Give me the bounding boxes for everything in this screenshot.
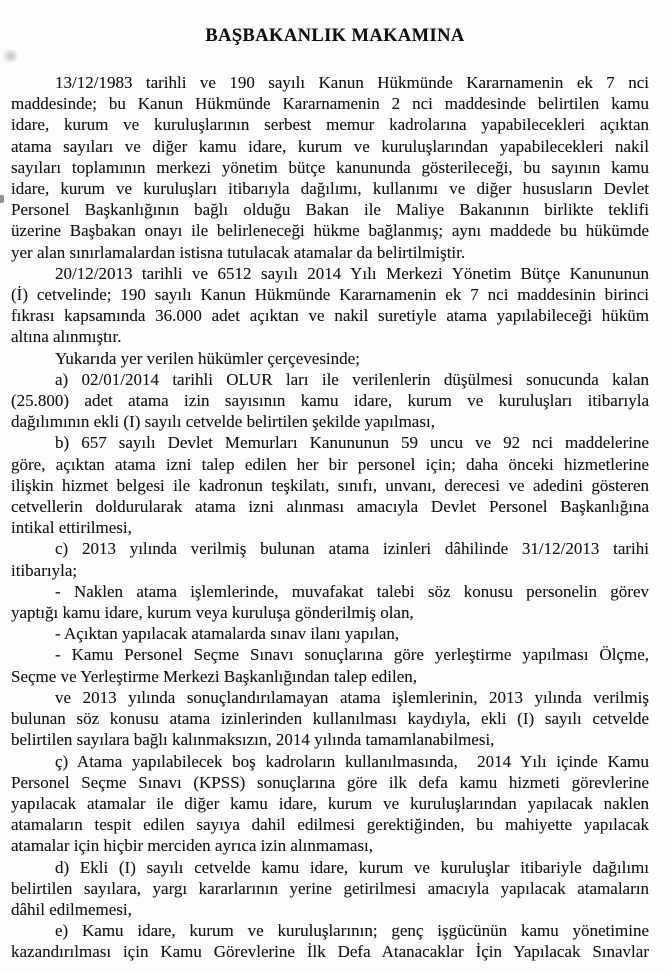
text-line: (İ) cetvelinde; 190 sayılı Kanun Hükmünde Kararnamenin ek 7 nci maddesinin birinci bbox=[11, 285, 649, 305]
scan-smudge-artifact bbox=[3, 49, 18, 63]
text-line: Personel Seçme Sınavı (KPSS) sonuçlarına göre ilk defa kamu hizmeti görevlerine bbox=[11, 772, 649, 792]
text-line: Personel Başkanlığının bağlı olduğu Bakan ile Maliye Bakanının birlikte teklifi bbox=[11, 200, 649, 220]
text-line: belirtilen sayılara, yargı kararlarının yerine getirilmesi amacıyla yapılacak atamaların bbox=[11, 878, 649, 898]
text-line: atamaların tespit edilen sayıya dahil edilmesi gerektiğinden, bu mahiyette yapılacak bbox=[11, 815, 649, 835]
paragraph bbox=[11, 751, 649, 857]
paragraph bbox=[11, 538, 649, 580]
paragraph bbox=[11, 348, 649, 369]
paragraph bbox=[11, 644, 649, 686]
text-line: idare, kurum ve kuruluşları itibarıyla dağılımı, kullanımı ve diğer hususların Devlet bbox=[11, 179, 649, 199]
text-line: bulunan söz konusu atama izinlerinden kullanılması kaydıyla, ekli (I) sayılı cetvelde bbox=[11, 709, 649, 729]
text-line: e) Kamu idare, kurum ve kuruluşlarının; genç işgücünün kamu yönetimine bbox=[55, 921, 649, 941]
text-line: ilişkin hizmet belgesi ile kadronun teşkilatı, sınıfı, unvanı, derecesi ve adedini gösteren bbox=[11, 475, 649, 495]
text-line: 13/12/1983 tarihli ve 190 sayılı Kanun Hükmünde Kararnamenin ek 7 nci bbox=[55, 73, 649, 92]
text-line: b) 657 sayılı Devlet Memurları Kanununun 59 uncu ve 92 nci maddelerine bbox=[55, 433, 649, 453]
text-line: fıkrası kapsamında 36.000 adet açıktan ve nakil suretiyle atama yapılabileceği hüküm bbox=[11, 306, 649, 326]
text-line: dağılımının ekli (I) sayılı cetvelde belirtilen şekilde yapılması, bbox=[11, 412, 435, 432]
text-line: dâhil edilmemesi, bbox=[11, 899, 132, 919]
text-line: intikal ettirilmesi, bbox=[11, 518, 132, 538]
text-line: üzerine Başbakan onayı ile belirleneceği hükme bağlanmış; aynı maddede bu hükümde bbox=[11, 221, 649, 241]
text-line: ve 2013 yılında sonuçlandırılamayan atama işlemlerinin, 2013 yılında verilmiş bbox=[55, 687, 649, 707]
text-line: Seçme ve Yerleştirme Merkezi Başkanlığından talep edilen, bbox=[11, 666, 417, 686]
paragraph bbox=[11, 623, 649, 644]
paragraph bbox=[11, 920, 649, 962]
paragraph bbox=[11, 72, 649, 263]
text-line: Yukarıda yer verilen hükümler çerçevesinde; bbox=[55, 348, 360, 368]
text-line: yer alan sınırlamalardan istisna tutulacak atamalar da belirtilmiştir. bbox=[11, 242, 466, 262]
text-line: - Kamu Personel Seçme Sınavı sonuçlarına göre yerleştirme yapılması Ölçme, bbox=[55, 645, 649, 665]
text-line: belirtilen sayılara bağlı kalınmaksızın, 2014 yılında tamamlanabilmesi, bbox=[11, 730, 495, 750]
text-line: a) 02/01/2014 tarihli OLUR ları ile verilenlerin düşülmesi sonucunda kalan bbox=[55, 369, 649, 389]
text-line: d) Ekli (I) sayılı cetvelde kamu idare, kurum ve kuruluşlar itibariyle dağılımı bbox=[55, 857, 649, 877]
text-line: c) 2013 yılında verilmiş bulunan atama izinleri dâhilinde 31/12/2013 tarihi bbox=[55, 539, 649, 559]
document-title: BAŞBAKANLIK MAKAMINA bbox=[205, 26, 465, 47]
text-line: yaptığı kamu idare, kurum veya kuruluşa gönderilmiş olan, bbox=[11, 603, 414, 623]
text-line: yapılacak atamalar ile diğer kamu idare, kurum ve kuruluşlarından yapılacak naklen bbox=[11, 793, 649, 813]
paragraph bbox=[11, 581, 649, 623]
paragraph bbox=[11, 687, 649, 751]
text-line: atama sayıları ve diğer kamu idare, kurum ve kuruluşlarından yapabilecekleri nakil bbox=[11, 136, 649, 156]
text-line: itibarıyla; bbox=[11, 560, 78, 580]
text-line: atamalar için hiçbir merciden ayrıca izin alınmaması, bbox=[11, 836, 374, 856]
text-line: maddesinde; bu Kanun Hükmünde Kararnamenin 2 nci maddesinde belirtilen kamu bbox=[11, 94, 649, 114]
paragraph bbox=[11, 369, 649, 433]
text-line: (25.800) adet atama izin sayısının kamu idare, kurum ve kuruluşları itibarıyla bbox=[11, 391, 649, 411]
paragraph bbox=[11, 857, 649, 921]
text-line: kazandırılması için Kamu Görevlerine İlk Defa Atanacaklar İçin Yapılacak Sınavlar bbox=[11, 942, 649, 962]
scan-edge-mark-artifact bbox=[0, 195, 4, 203]
text-line: - Naklen atama işlemlerinde, muvafakat talebi söz konusu personelin görev bbox=[55, 581, 649, 601]
text-line: - Açıktan yapılacak atamalarda sınav ilanı yapılan, bbox=[55, 624, 400, 644]
text-line: altına alınmıştır. bbox=[11, 327, 122, 347]
text-line: idare, kurum ve kuruluşlarının serbest memur kadrolarına yapabilecekleri açıktan bbox=[11, 115, 649, 135]
paragraph bbox=[11, 432, 649, 538]
text-line: 20/12/2013 tarihli ve 6512 sayılı 2014 Yılı Merkezi Yönetim Bütçe Kanununun bbox=[55, 263, 649, 283]
text-line: sayıları toplamının merkezi yönetim bütçe kanununda gösterileceği, bu sayının kamu bbox=[11, 157, 649, 177]
text-line: ç) Atama yapılabilecek boş kadroların kullanılmasında, 2014 Yılı içinde Kamu bbox=[55, 751, 649, 771]
document-body bbox=[11, 72, 649, 963]
paragraph bbox=[11, 263, 649, 348]
text-line: göre, açıktan atama izni talep edilen her bir personel için; daha önceki hizmetlerine bbox=[11, 454, 649, 474]
text-line: cetvellerin doldurularak atama izni alınması amacıyla Devlet Personel Başkanlığına bbox=[11, 497, 649, 517]
